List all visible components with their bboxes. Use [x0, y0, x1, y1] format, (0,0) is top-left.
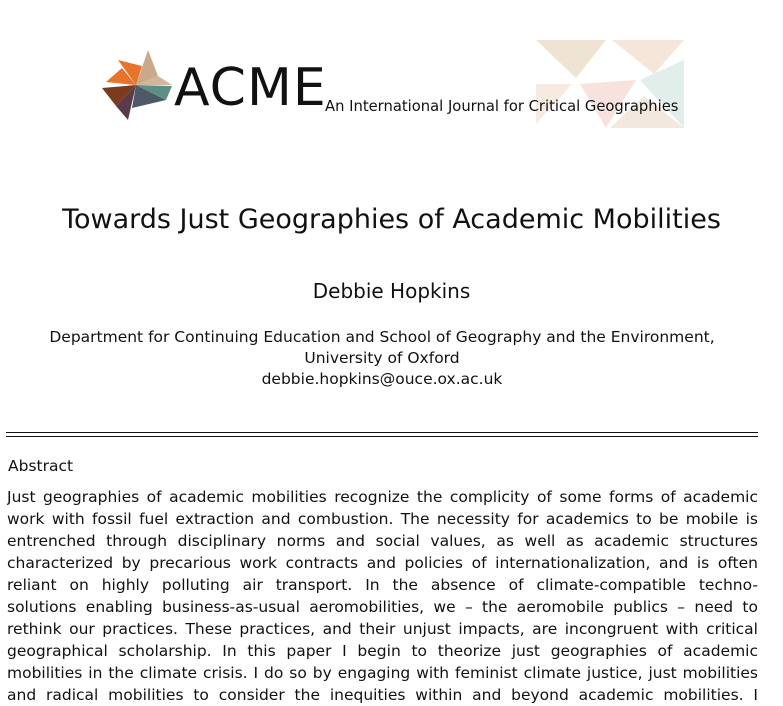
abstract-line: work with fossil fuel extraction and combustion. The necessity for academics to be mobile is — [7, 510, 758, 528]
abstract-line: and radical mobilities to consider the inequities within and beyond academic mobilities. I — [7, 686, 758, 704]
abstract-line: solutions enabling business-as-usual aeromobilities, we – the aeromobile publics – need to — [7, 598, 758, 616]
section-divider-bottom — [6, 436, 758, 437]
article-title: Towards Just Geographies of Academic Mobilities — [62, 204, 721, 235]
abstract-line: Just geographies of academic mobilities recognize the complicity of some forms of academic — [7, 488, 758, 506]
abstract-line: reliant on highly polluting air transport. In the absence of climate-compatible techno- — [7, 576, 758, 594]
author-email: debbie.hopkins@ouce.ox.ac.uk — [261, 370, 503, 388]
abstract-heading: Abstract — [8, 457, 74, 475]
affiliation-department: Department for Continuing Education and School of Geography and the Environment, — [49, 328, 715, 346]
journal-tagline: An International Journal for Critical Geographies — [325, 98, 679, 115]
deco-shape-1 — [536, 40, 606, 78]
abstract-line: rethink our practices. These practices, and their unjust impacts, are incongruent with critical — [7, 620, 758, 638]
journal-header — [0, 0, 783, 140]
acme-logo-icon — [102, 48, 172, 122]
section-divider-top — [6, 432, 758, 433]
abstract-line: characterized by precarious work contracts and policies of internationalization, and is often — [7, 554, 758, 572]
abstract-body — [7, 486, 758, 706]
article-author: Debbie Hopkins — [312, 279, 471, 303]
affiliation-university: University of Oxford — [304, 349, 460, 367]
abstract-line: entrenched through disciplinary norms and social values, as well as academic structures — [7, 532, 758, 550]
author-affiliation — [0, 327, 764, 390]
abstract-line: geographical scholarship. In this paper I begin to theorize just geographies of academic — [7, 642, 758, 660]
abstract-line: mobilities in the climate crisis. I do so by engaging with feminist climate justice, just mobilities — [7, 664, 758, 682]
journal-name: ACME — [174, 58, 327, 118]
